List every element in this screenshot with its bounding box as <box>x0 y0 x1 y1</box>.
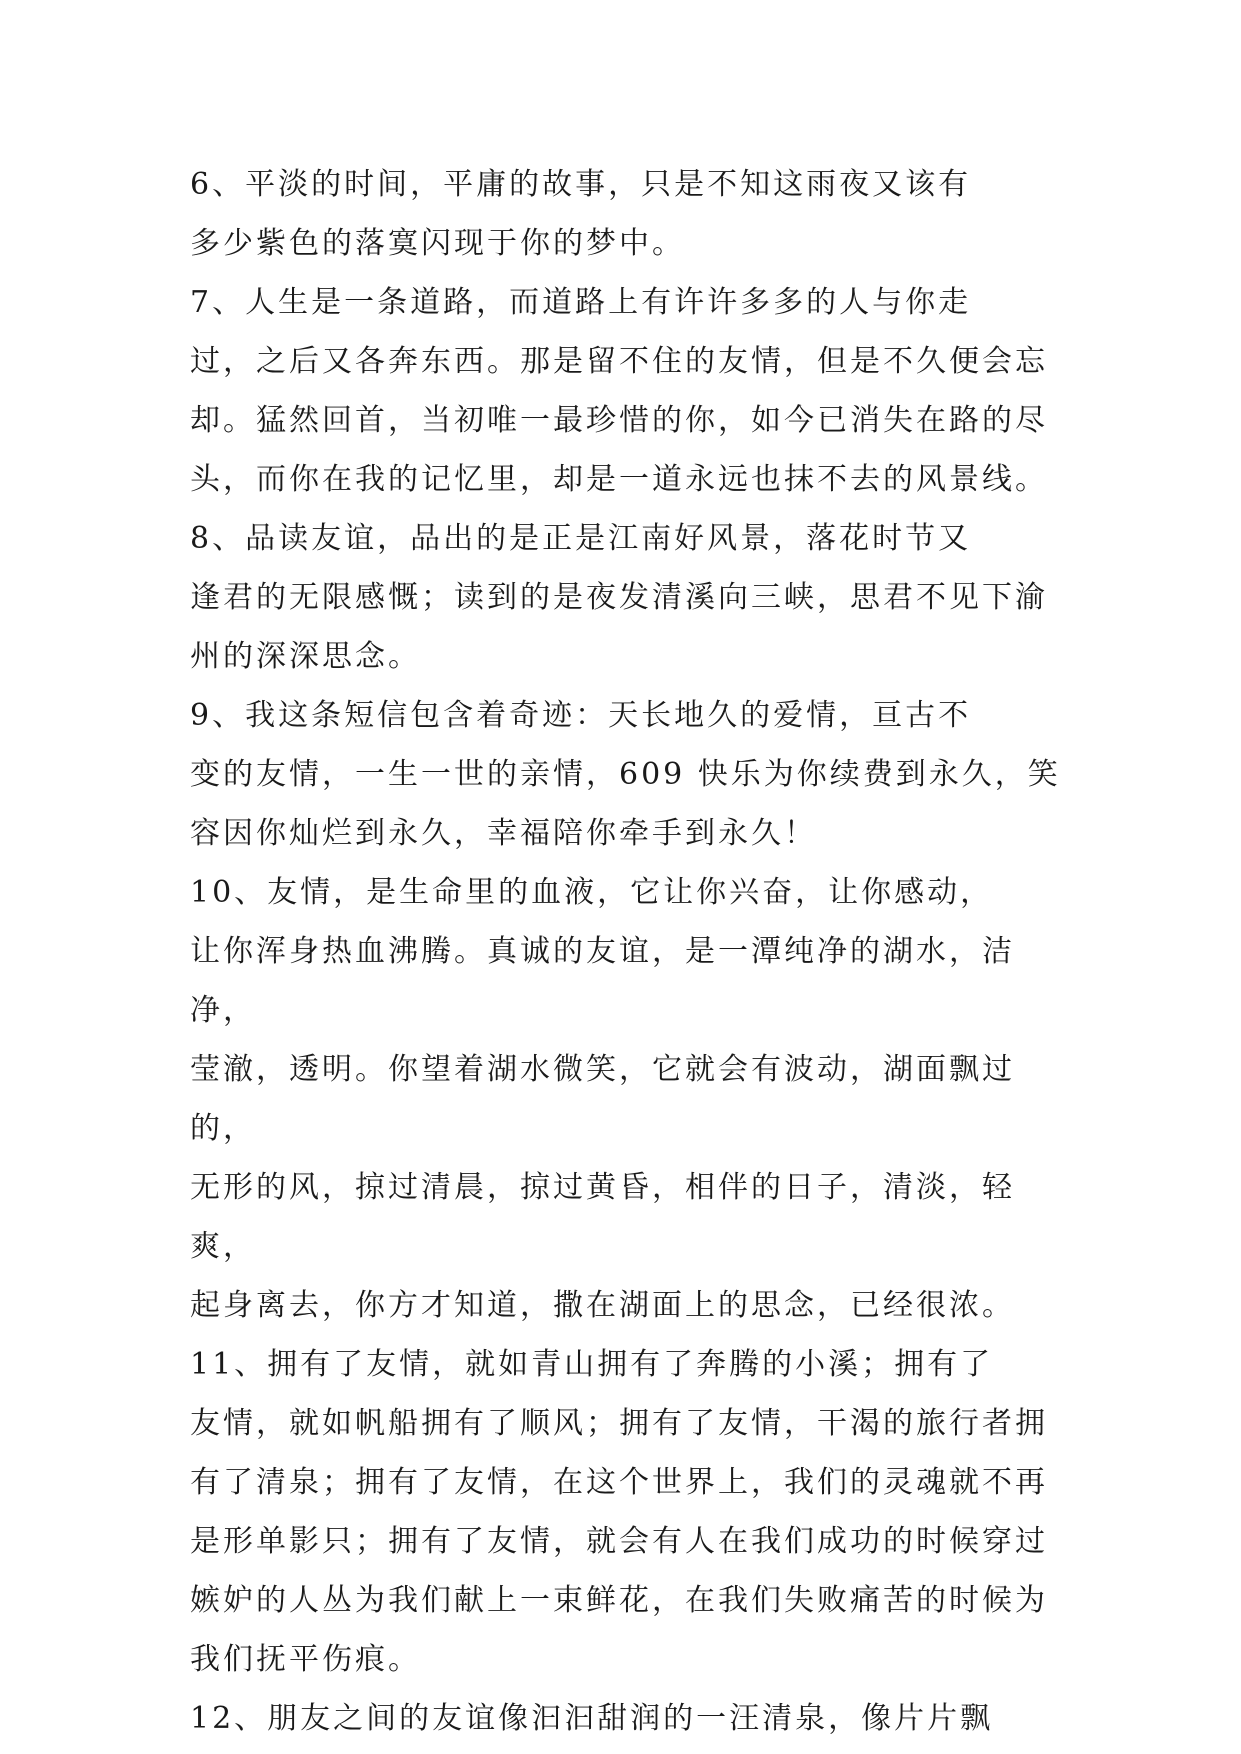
paragraph-9: 9、我这条短信包含着奇迹：天长地久的爱情，亘古不 变的友情，一生一世的亲情，609 快乐为你续费到永久，笑 容因你灿烂到永久，幸福陪你牵手到永久！ <box>190 698 1061 851</box>
document-body <box>190 155 1070 1748</box>
paragraph-8: 8、品读友谊，品出的是正是江南好风景，落花时节又 逢君的无限感慨；读到的是夜发清溪向三峡，思君不见下渝 州的深深思念。 <box>190 521 1048 674</box>
paragraph-6: 6、平淡的时间，平庸的故事，只是不知这雨夜又该有 多少紫色的落寞闪现于你的梦中。 <box>190 167 972 261</box>
paragraph-7: 7、人生是一条道路，而道路上有许许多多的人与你走 过，之后又各奔东西。那是留不住的友情，但是不久便会忘 却。猛然回首，当初唯一最珍惜的你，如今已消失在路的尽 头，而你在我的记忆里，却是一道永远也抹不去的风景线。 <box>190 285 1048 497</box>
paragraph-11: 11、拥有了友情，就如青山拥有了奔腾的小溪；拥有了 友情，就如帆船拥有了顺风；拥有了友情，干渴的旅行者拥 有了清泉；拥有了友情，在这个世界上，我们的灵魂就不再 是形单影只；拥有了友情，就会有人在我们成功的时候穿过 嫉妒的人丛为我们献上一束鲜花，在我们失败痛苦的时候为 我们抚平伤痕。 <box>190 1347 1048 1677</box>
paragraph-10: 10、友情，是生命里的血液，它让你兴奋，让你感动， 让你浑身热血沸腾。真诚的友谊，是一潭纯净的湖水，洁净， 莹澈，透明。你望着湖水微笑，它就会有波动，湖面飘过的， 无形的风，掠过清晨，掠过黄昏，相伴的日子，清淡，轻爽， 起身离去，你方才知道，撒在湖面上的思念，已经很浓。 <box>190 875 1015 1323</box>
paragraph-12: 12、朋友之间的友谊像汩汩甜润的一汪清泉，像片片飘 <box>190 1701 994 1736</box>
